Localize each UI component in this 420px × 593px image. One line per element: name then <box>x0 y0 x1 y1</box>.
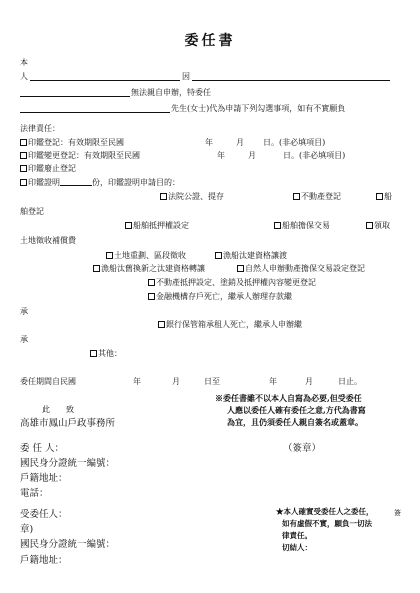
copies-blank[interactable] <box>60 185 92 186</box>
agent-label: 受委任人： <box>20 509 68 520</box>
ship-registration: 舶登記 <box>20 207 44 216</box>
natural-person-checkbox[interactable] <box>237 265 244 272</box>
period-end: 日止。 <box>338 377 362 386</box>
period-start-month: 月 <box>172 377 180 386</box>
opt-other-row: 其他： <box>90 349 122 359</box>
apply-items-text: 先生(女士)代為申請下列勾選事項，如有不實願負 <box>171 104 346 113</box>
agent-id: 國民身分證統一編號： <box>20 539 116 550</box>
fishing-transfer-checkbox[interactable] <box>93 265 100 272</box>
fishing-qual-checkbox[interactable] <box>215 252 222 259</box>
seal-change-checkbox[interactable] <box>20 152 27 159</box>
ship-checkbox[interactable] <box>376 193 383 200</box>
bank-deposit-checkbox[interactable] <box>148 293 155 300</box>
opt-fishing-qual-row: 漁船汰建資格讓渡 <box>215 251 287 261</box>
line2-prefix: 人 <box>20 72 28 81</box>
notice-line-1: ※委任書雖不以本人自寫為必要,但受委任 <box>215 393 362 403</box>
inherit-1: 承 <box>20 307 28 316</box>
agent-paren: 章) <box>20 524 34 535</box>
seal-change-month: 月 <box>248 151 256 160</box>
agent-seal-char: 簽 <box>394 509 401 517</box>
reason-blank[interactable] <box>192 80 390 81</box>
opt-realestate-mortgage-row: 不動產抵押設定、塗銷及抵押權內容變更登記 <box>148 278 316 288</box>
line1-prefix: 本 <box>20 58 28 67</box>
opt-ship-guarantee-row: 船舶擔保交易 <box>274 221 330 231</box>
safe-box-checkbox[interactable] <box>158 321 165 328</box>
seal-registration-row: 印鑑登記：有效期限至民國 <box>20 138 124 148</box>
respect-b: 致 <box>66 405 74 414</box>
seal-reg-day: 日。(非必填項目) <box>263 138 326 147</box>
seal-change-row: 印鑑變更登記：有效期限至民國 <box>20 151 140 161</box>
principal-address: 戶籍地址： <box>20 473 68 484</box>
seal-certificate-checkbox[interactable] <box>20 179 27 186</box>
principal-phone: 電話： <box>20 488 49 499</box>
office-name: 高雄市鳳山戶政事務所 <box>20 418 116 429</box>
agent-name-blank[interactable] <box>20 112 170 113</box>
land-zone-checkbox[interactable] <box>106 252 113 259</box>
seal-abolish-row: 印鑑廢止登記 <box>20 164 76 174</box>
principal-id: 國民身分證統一編號： <box>20 458 116 469</box>
ship-mortgage-checkbox[interactable] <box>125 222 132 229</box>
seal-change-day: 日。(非必填項目) <box>283 151 346 160</box>
opt-court-row: 法院公證、提存 <box>160 192 224 202</box>
seal-certificate-row: 印鑑證明 份，印鑑證明申請目的： <box>20 178 180 188</box>
opt-ship-row: 船 <box>376 192 392 202</box>
agent-note-4: 切結人： <box>282 543 312 552</box>
opt-fishing-transfer-row: 漁船汰舊換新之汰建資格轉讓 <box>93 264 205 274</box>
seal-registration-checkbox[interactable] <box>20 139 27 146</box>
opt-land-zone-row: 土地重劃、區段徵收 <box>106 251 186 261</box>
period-to: 日至 <box>204 377 220 386</box>
agent-note-3: 律責任。 <box>282 531 312 540</box>
legal-responsibility: 法律責任： <box>20 124 60 133</box>
opt-natural-person-row: 自然人申辦動產擔保交易設定登記 <box>237 264 365 274</box>
realestate-mortgage-checkbox[interactable] <box>148 279 155 286</box>
realestate-checkbox[interactable] <box>293 193 300 200</box>
opt-receive-row: 領取 <box>366 221 390 231</box>
notice-line-2: 人應以委任人確有委任之意,方代為書寫 <box>227 405 366 415</box>
because-label: 因 <box>182 72 190 81</box>
other-checkbox[interactable] <box>90 350 97 357</box>
court-checkbox[interactable] <box>160 193 167 200</box>
seal-reg-year: 年 <box>205 138 213 147</box>
opt-safe-box-row: 銀行保管箱承租人死亡，繼承人申辦繼 <box>158 320 302 330</box>
opt-realestate-row: 不動產登記 <box>293 192 341 202</box>
period-label: 委任期間自民國 <box>20 377 76 386</box>
seal-change-year: 年 <box>217 151 225 160</box>
notice-line-3: 為宜，且仍須委任人親自簽名或蓋章。 <box>227 417 363 427</box>
period-end-month: 月 <box>305 377 313 386</box>
reason-continue-blank[interactable] <box>20 96 130 97</box>
agent-note-1: ★本人確實受委任人之委任， <box>276 507 374 516</box>
seal-reg-month: 月 <box>236 138 244 147</box>
seal-abolish-checkbox[interactable] <box>20 165 27 172</box>
agent-address: 戶籍地址： <box>20 555 68 566</box>
period-start-year: 年 <box>133 377 141 386</box>
receive-checkbox[interactable] <box>366 222 373 229</box>
respect-a: 此 <box>42 405 50 414</box>
agent-note-2: 如有虛假不實，願負一切法 <box>282 519 372 528</box>
principal-label: 委 任 人： <box>20 443 65 454</box>
period-end-year: 年 <box>269 377 277 386</box>
ship-guarantee-checkbox[interactable] <box>274 222 281 229</box>
document-title: 委任書 <box>184 33 236 49</box>
principal-name-blank[interactable] <box>30 80 180 81</box>
unable-apply-text: 無法親自申辦，特委任 <box>131 88 211 97</box>
opt-ship-mortgage-row: 船舶抵押權設定 <box>125 221 189 231</box>
land-compensation: 土地徵收補償費 <box>20 236 76 245</box>
inherit-2: 承 <box>20 335 28 344</box>
opt-bank-deposit-row: 金融機構存戶死亡，繼承人辦理存款繼 <box>148 292 292 302</box>
sign-seal: （簽章） <box>283 443 322 454</box>
